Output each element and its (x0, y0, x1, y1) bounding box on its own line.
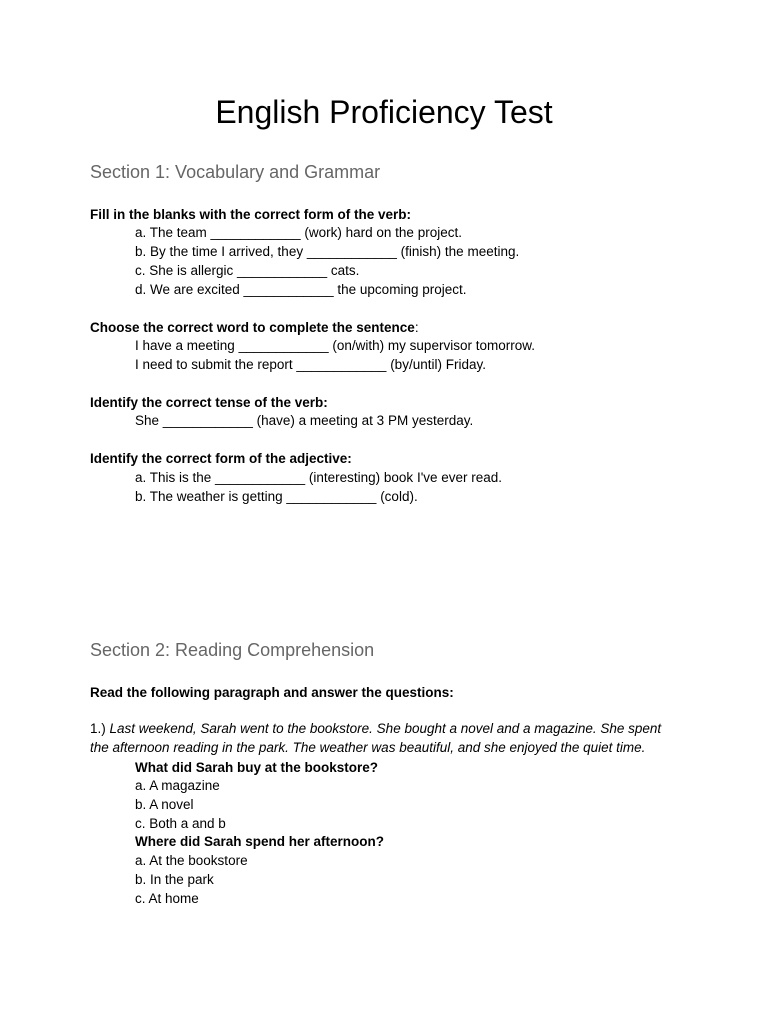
reading-q2-option-c: c. At home (135, 891, 199, 906)
question-2-prompt-colon: : (414, 320, 419, 335)
question-1-item-b: b. By the time I arrived, they ____________ (finish) the meeting. (135, 244, 520, 259)
question-4-prompt: Identify the correct form of the adjective: (90, 451, 352, 466)
section-2-heading: Section 2: Reading Comprehension (90, 640, 375, 660)
reading-question-2: Where did Sarah spend her afternoon? (135, 834, 385, 849)
question-4-item-a: a. This is the ____________ (interesting) book I've ever read. (135, 470, 503, 485)
reading-q2-option-a: a. At the bookstore (135, 853, 248, 868)
question-2-prompt-line (90, 319, 419, 337)
page-title: English Proficiency Test (215, 94, 553, 130)
question-1-item-c: c. She is allergic ____________ cats. (135, 263, 360, 278)
reading-question-1: What did Sarah buy at the bookstore? (135, 760, 379, 775)
reading-q1-option-b: b. A novel (135, 797, 194, 812)
question-3-prompt: Identify the correct tense of the verb: (90, 395, 328, 410)
question-2-item-1: I have a meeting ____________ (on/with) my supervisor tomorrow. (135, 338, 535, 353)
section-1-heading: Section 1: Vocabulary and Grammar (90, 162, 381, 182)
question-1-item-d: d. We are excited ____________ the upcoming project. (135, 282, 467, 297)
passage-line-1 (90, 720, 661, 738)
passage-text-1: Last weekend, Sarah went to the bookstore. She bought a novel and a magazine. She spent (109, 721, 662, 736)
question-1-prompt: Fill in the blanks with the correct form of the verb: (90, 207, 412, 222)
reading-q2-option-b: b. In the park (135, 872, 214, 887)
passage-number: 1.) (90, 721, 110, 736)
reading-q1-option-a: a. A magazine (135, 778, 220, 793)
question-2-prompt: Choose the correct word to complete the sentence (90, 320, 415, 335)
question-2-item-2: I need to submit the report ____________ (by/until) Friday. (135, 357, 486, 372)
passage-line-2: the afternoon reading in the park. The weather was beautiful, and she enjoyed the quiet time. (90, 740, 646, 755)
reading-q1-option-c: c. Both a and b (135, 816, 226, 831)
question-1-item-a: a. The team ____________ (work) hard on the project. (135, 225, 462, 240)
question-3-item-1: She ____________ (have) a meeting at 3 PM yesterday. (135, 413, 474, 428)
reading-instruction: Read the following paragraph and answer the questions: (90, 685, 454, 700)
question-4-item-b: b. The weather is getting ____________ (cold). (135, 489, 418, 504)
